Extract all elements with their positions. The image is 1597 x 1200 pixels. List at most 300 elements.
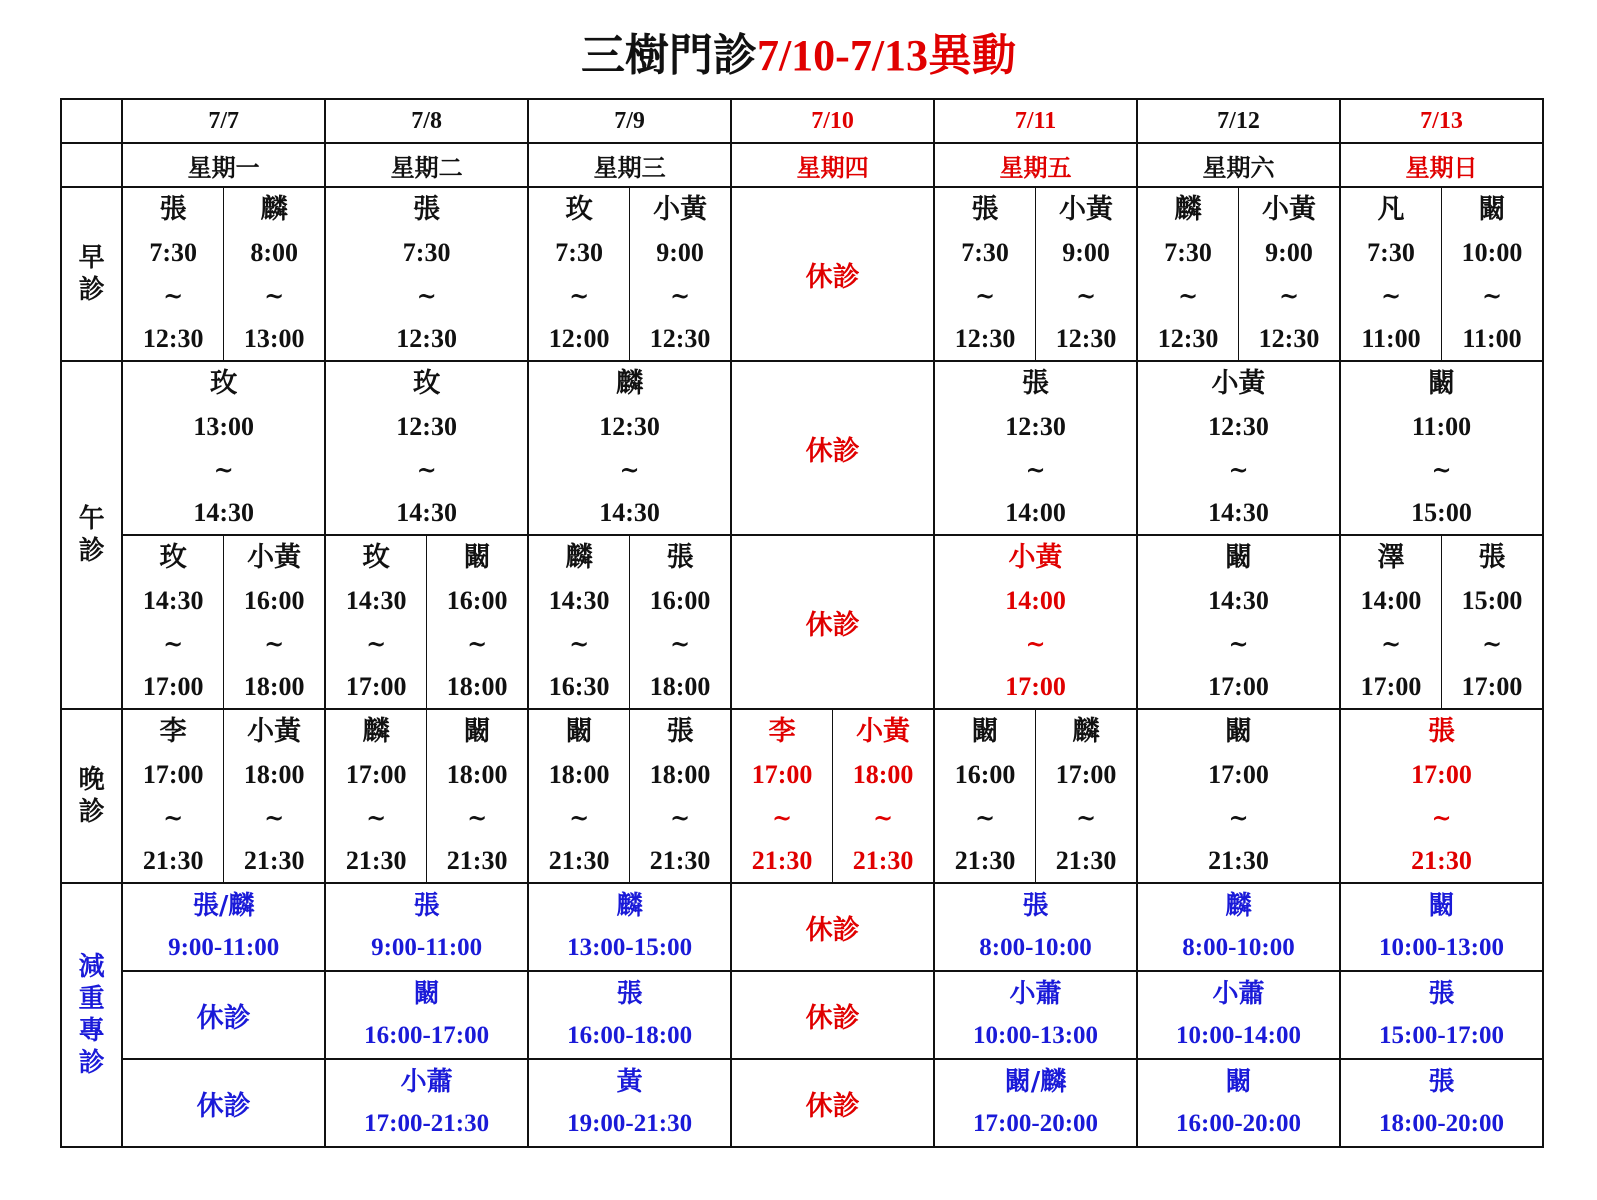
weight-shift bbox=[935, 973, 1136, 1057]
shift-group bbox=[326, 710, 527, 882]
doctor-shift bbox=[326, 536, 426, 708]
afternoon-slot bbox=[1137, 535, 1340, 709]
doctor-name: 張 bbox=[1022, 891, 1049, 921]
time-range: 10:00-13:00 bbox=[1379, 934, 1504, 961]
doctor-name: 麟 bbox=[616, 368, 644, 399]
evening-slot bbox=[325, 709, 528, 883]
date-cell: 7/10 bbox=[731, 99, 934, 143]
shift-group bbox=[529, 188, 730, 360]
doctor-shift bbox=[935, 362, 1136, 534]
doctor-shift bbox=[1441, 536, 1542, 708]
morning-slot bbox=[1137, 187, 1340, 361]
closed-label: 休診 bbox=[805, 261, 860, 293]
weight-slot bbox=[528, 971, 731, 1059]
title-highlight: 7/10-7/13異動 bbox=[756, 31, 1017, 80]
doctor-name: 張 bbox=[1428, 979, 1455, 1009]
end-time: 18:00 bbox=[649, 672, 711, 701]
doctor-name: 玫 bbox=[210, 368, 238, 399]
doctor-shift bbox=[123, 536, 223, 708]
morning-slot bbox=[731, 187, 934, 361]
doctor-name: 張 bbox=[1478, 542, 1506, 573]
start-time: 7:30 bbox=[1164, 238, 1212, 267]
shift-group bbox=[529, 710, 730, 882]
tilde-separator: ~ bbox=[467, 629, 488, 658]
start-time: 16:00 bbox=[649, 586, 711, 615]
shift-group bbox=[529, 536, 730, 708]
doctor-shift bbox=[1341, 536, 1441, 708]
weight-slot bbox=[325, 883, 528, 971]
tilde-separator: ~ bbox=[569, 803, 590, 832]
end-time: 17:00 bbox=[1208, 672, 1269, 701]
date-cell: 7/8 bbox=[325, 99, 528, 143]
afternoon-slot bbox=[1340, 361, 1543, 535]
start-time: 9:00 bbox=[1062, 238, 1110, 267]
shift-group bbox=[123, 362, 324, 534]
doctor-name: 闞 bbox=[1428, 891, 1455, 921]
afternoon-label bbox=[61, 361, 122, 709]
tilde-separator: ~ bbox=[163, 629, 184, 658]
doctor-name: 小黃 bbox=[1211, 368, 1266, 399]
weight-shift bbox=[1138, 1061, 1339, 1145]
weight-shift bbox=[1138, 973, 1339, 1057]
doctor-name: 小黃 bbox=[856, 716, 911, 747]
time-range: 18:00-20:00 bbox=[1379, 1110, 1504, 1137]
start-time: 17:00 bbox=[345, 760, 407, 789]
doctor-shift bbox=[326, 710, 426, 882]
weight-slot bbox=[934, 883, 1137, 971]
time-range: 10:00-13:00 bbox=[973, 1022, 1099, 1049]
start-time: 11:00 bbox=[1411, 412, 1472, 441]
doctor-shift bbox=[326, 362, 527, 534]
tilde-separator: ~ bbox=[163, 803, 184, 832]
doctor-shift bbox=[123, 710, 223, 882]
weekday-row bbox=[61, 143, 1543, 187]
afternoon-slot bbox=[122, 361, 325, 535]
closed-label: 休診 bbox=[805, 914, 860, 946]
end-time: 12:30 bbox=[1258, 324, 1320, 353]
time-range: 13:00-15:00 bbox=[567, 934, 693, 961]
start-time: 9:00 bbox=[656, 238, 704, 267]
start-time: 18:00 bbox=[243, 760, 305, 789]
weight-row-2 bbox=[61, 971, 1543, 1059]
weight-shift bbox=[326, 885, 527, 969]
corner-cell bbox=[61, 143, 122, 187]
shift-group bbox=[529, 362, 730, 534]
end-time: 21:30 bbox=[649, 846, 711, 875]
shift-group bbox=[123, 536, 324, 708]
doctor-shift bbox=[935, 710, 1035, 882]
end-time: 14:30 bbox=[599, 498, 660, 527]
doctor-name: 闞 bbox=[1225, 542, 1253, 573]
end-time: 12:30 bbox=[954, 324, 1016, 353]
time-range: 16:00-20:00 bbox=[1176, 1110, 1301, 1137]
time-range: 9:00-11:00 bbox=[371, 934, 483, 961]
start-time: 16:00 bbox=[446, 586, 508, 615]
morning-row bbox=[61, 187, 1543, 361]
doctor-name: 張 bbox=[666, 716, 694, 747]
doctor-name: 張/麟 bbox=[192, 891, 255, 921]
closed-label: 休診 bbox=[196, 1002, 251, 1034]
doctor-shift bbox=[529, 536, 629, 708]
tilde-separator: ~ bbox=[975, 803, 996, 832]
shift-group bbox=[1341, 362, 1542, 534]
start-time: 17:00 bbox=[751, 760, 813, 789]
doctor-name: 小黃 bbox=[653, 194, 708, 225]
section-label-text: 晚診 bbox=[78, 765, 105, 827]
doctor-name: 麟 bbox=[1174, 194, 1202, 225]
section-label-text: 減重專診 bbox=[78, 952, 105, 1078]
evening-row bbox=[61, 709, 1543, 883]
doctor-shift bbox=[629, 710, 730, 882]
afternoon-slot bbox=[325, 535, 528, 709]
evening-slot bbox=[1137, 709, 1340, 883]
doctor-name: 小黃 bbox=[247, 542, 302, 573]
tilde-separator: ~ bbox=[264, 803, 285, 832]
doctor-name: 小黃 bbox=[1008, 542, 1063, 573]
end-time: 11:00 bbox=[1361, 324, 1421, 353]
time-range: 19:00-21:30 bbox=[567, 1110, 693, 1137]
end-time: 21:30 bbox=[1055, 846, 1117, 875]
doctor-name: 闞 bbox=[565, 716, 593, 747]
weight-row-3 bbox=[61, 1059, 1543, 1147]
tilde-separator: ~ bbox=[1025, 629, 1046, 658]
start-time: 13:00 bbox=[193, 412, 254, 441]
doctor-shift bbox=[123, 362, 324, 534]
weight-shift bbox=[529, 1061, 730, 1145]
closed-label: 休診 bbox=[805, 609, 860, 641]
weight-shift bbox=[1341, 1061, 1542, 1145]
doctor-name: 麟 bbox=[616, 891, 643, 921]
end-time: 16:30 bbox=[548, 672, 610, 701]
start-time: 7:30 bbox=[555, 238, 603, 267]
doctor-shift bbox=[1138, 710, 1339, 882]
tilde-separator: ~ bbox=[619, 455, 640, 484]
shift-group bbox=[1138, 536, 1339, 708]
shift-group bbox=[123, 188, 324, 360]
doctor-name: 張 bbox=[413, 891, 440, 921]
doctor-name: 張 bbox=[616, 979, 643, 1009]
closed-label: 休診 bbox=[805, 1002, 860, 1034]
morning-slot bbox=[528, 187, 731, 361]
start-time: 15:00 bbox=[1461, 586, 1523, 615]
afternoon-slot bbox=[1137, 361, 1340, 535]
end-time: 21:30 bbox=[345, 846, 407, 875]
closed-label: 休診 bbox=[805, 1090, 860, 1122]
start-time: 14:30 bbox=[1208, 586, 1269, 615]
weekday-cell: 星期五 bbox=[934, 143, 1137, 187]
end-time: 14:00 bbox=[1005, 498, 1066, 527]
doctor-name: 玫 bbox=[362, 542, 390, 573]
doctor-shift bbox=[529, 710, 629, 882]
start-time: 12:30 bbox=[1208, 412, 1269, 441]
page-title bbox=[0, 28, 1597, 84]
end-time: 18:00 bbox=[243, 672, 305, 701]
doctor-name: 麟 bbox=[362, 716, 390, 747]
doctor-name: 麟 bbox=[1072, 716, 1100, 747]
doctor-shift bbox=[1341, 710, 1542, 882]
start-time: 12:30 bbox=[396, 412, 457, 441]
date-cell: 7/12 bbox=[1137, 99, 1340, 143]
afternoon-slot bbox=[528, 535, 731, 709]
evening-slot bbox=[528, 709, 731, 883]
start-time: 18:00 bbox=[852, 760, 914, 789]
morning-slot bbox=[325, 187, 528, 361]
weight-shift bbox=[326, 973, 527, 1057]
afternoon-slot bbox=[122, 535, 325, 709]
tilde-separator: ~ bbox=[1228, 629, 1249, 658]
schedule-table bbox=[60, 98, 1544, 1148]
end-time: 15:00 bbox=[1411, 498, 1472, 527]
start-time: 7:30 bbox=[961, 238, 1009, 267]
end-time: 12:30 bbox=[396, 324, 457, 353]
end-time: 21:30 bbox=[954, 846, 1016, 875]
start-time: 14:30 bbox=[142, 586, 204, 615]
doctor-name: 澤 bbox=[1377, 542, 1405, 573]
end-time: 14:30 bbox=[396, 498, 457, 527]
doctor-name: 李 bbox=[768, 716, 796, 747]
morning-slot bbox=[1340, 187, 1543, 361]
doctor-shift bbox=[123, 188, 223, 360]
end-time: 17:00 bbox=[345, 672, 407, 701]
doctor-name: 闞 bbox=[971, 716, 999, 747]
weight-slot bbox=[325, 971, 528, 1059]
end-time: 12:00 bbox=[548, 324, 610, 353]
weight-row-1 bbox=[61, 883, 1543, 971]
doctor-shift bbox=[832, 710, 933, 882]
time-range: 10:00-14:00 bbox=[1176, 1022, 1301, 1049]
start-time: 14:30 bbox=[345, 586, 407, 615]
weight-shift bbox=[1341, 973, 1542, 1057]
doctor-shift bbox=[529, 362, 730, 534]
afternoon-slot bbox=[934, 535, 1137, 709]
weekday-cell: 星期六 bbox=[1137, 143, 1340, 187]
doctor-shift bbox=[1138, 362, 1339, 534]
weekday-cell: 星期四 bbox=[731, 143, 934, 187]
doctor-name: 麟 bbox=[260, 194, 288, 225]
shift-group bbox=[1138, 710, 1339, 882]
end-time: 21:30 bbox=[852, 846, 914, 875]
tilde-separator: ~ bbox=[1380, 629, 1402, 658]
doctor-name: 張 bbox=[159, 194, 187, 225]
date-cell: 7/13 bbox=[1340, 99, 1543, 143]
shift-group bbox=[1138, 188, 1339, 360]
end-time: 21:30 bbox=[1411, 846, 1472, 875]
doctor-name: 玫 bbox=[413, 368, 441, 399]
weight-shift bbox=[326, 1061, 527, 1145]
start-time: 18:00 bbox=[548, 760, 610, 789]
weight-slot bbox=[731, 971, 934, 1059]
doctor-shift bbox=[426, 536, 527, 708]
doctor-shift bbox=[935, 188, 1035, 360]
tilde-separator: ~ bbox=[1228, 455, 1249, 484]
end-time: 14:30 bbox=[193, 498, 254, 527]
doctor-name: 小黃 bbox=[1059, 194, 1114, 225]
start-time: 14:30 bbox=[548, 586, 610, 615]
tilde-separator: ~ bbox=[670, 803, 691, 832]
start-time: 9:00 bbox=[1265, 238, 1313, 267]
start-time: 7:30 bbox=[402, 238, 451, 267]
weekday-cell: 星期二 bbox=[325, 143, 528, 187]
weight-slot bbox=[122, 883, 325, 971]
doctor-name: 麟 bbox=[565, 542, 593, 573]
doctor-name: 張 bbox=[1428, 1067, 1455, 1097]
tilde-separator: ~ bbox=[772, 803, 793, 832]
end-time: 12:30 bbox=[1055, 324, 1117, 353]
end-time: 21:30 bbox=[1208, 846, 1269, 875]
start-time: 8:00 bbox=[250, 238, 298, 267]
shift-group bbox=[326, 536, 527, 708]
shift-group bbox=[326, 362, 527, 534]
doctor-name: 李 bbox=[159, 716, 187, 747]
afternoon-row-2 bbox=[61, 535, 1543, 709]
weight-slot bbox=[325, 1059, 528, 1147]
evening-slot bbox=[934, 709, 1137, 883]
shift-group bbox=[1341, 536, 1542, 708]
tilde-separator: ~ bbox=[1025, 455, 1046, 484]
afternoon-slot bbox=[1340, 535, 1543, 709]
weight-slot bbox=[528, 1059, 731, 1147]
tilde-separator: ~ bbox=[1431, 803, 1452, 832]
afternoon-slot bbox=[731, 535, 934, 709]
weight-slot bbox=[122, 971, 325, 1059]
time-range: 9:00-11:00 bbox=[168, 934, 280, 961]
doctor-shift bbox=[629, 536, 730, 708]
evening-slot bbox=[122, 709, 325, 883]
shift-group bbox=[326, 188, 527, 360]
doctor-shift bbox=[1341, 188, 1441, 360]
tilde-separator: ~ bbox=[1228, 803, 1249, 832]
evening-slot bbox=[731, 709, 934, 883]
weight-clinic-label bbox=[61, 883, 122, 1147]
shift-group bbox=[935, 188, 1136, 360]
weekday-cell: 星期一 bbox=[122, 143, 325, 187]
weight-shift bbox=[1341, 885, 1542, 969]
shift-group bbox=[123, 710, 324, 882]
afternoon-slot bbox=[528, 361, 731, 535]
afternoon-row-1 bbox=[61, 361, 1543, 535]
weight-slot bbox=[122, 1059, 325, 1147]
tilde-separator: ~ bbox=[467, 803, 488, 832]
start-time: 17:00 bbox=[1411, 760, 1472, 789]
doctor-shift bbox=[629, 188, 730, 360]
doctor-name: 闞 bbox=[1478, 194, 1506, 225]
section-label-text: 早診 bbox=[78, 243, 105, 305]
weight-slot bbox=[1137, 971, 1340, 1059]
weight-slot bbox=[934, 1059, 1137, 1147]
end-time: 12:30 bbox=[1157, 324, 1219, 353]
afternoon-slot bbox=[731, 361, 934, 535]
doctor-name: 玫 bbox=[565, 194, 593, 225]
start-time: 18:00 bbox=[649, 760, 711, 789]
tilde-separator: ~ bbox=[213, 455, 234, 484]
start-time: 7:30 bbox=[1367, 238, 1415, 267]
tilde-separator: ~ bbox=[1075, 281, 1097, 310]
start-time: 18:00 bbox=[446, 760, 508, 789]
shift-group bbox=[935, 536, 1136, 708]
corner-cell bbox=[61, 99, 122, 143]
time-range: 17:00-20:00 bbox=[973, 1110, 1099, 1137]
doctor-shift bbox=[1035, 710, 1136, 882]
weekday-cell: 星期三 bbox=[528, 143, 731, 187]
tilde-separator: ~ bbox=[416, 281, 437, 310]
weight-shift bbox=[935, 885, 1136, 969]
date-row bbox=[61, 99, 1543, 143]
weight-slot bbox=[1340, 971, 1543, 1059]
shift-group bbox=[935, 710, 1136, 882]
afternoon-slot bbox=[934, 361, 1137, 535]
doctor-shift bbox=[326, 188, 527, 360]
doctor-name: 張 bbox=[413, 194, 441, 225]
closed-label: 休診 bbox=[805, 435, 860, 467]
section-label-text: 午診 bbox=[78, 504, 105, 566]
weight-shift bbox=[123, 885, 324, 969]
end-time: 17:00 bbox=[1461, 672, 1523, 701]
shift-group bbox=[1341, 188, 1542, 360]
end-time: 21:30 bbox=[548, 846, 610, 875]
doctor-shift bbox=[529, 188, 629, 360]
end-time: 13:00 bbox=[243, 324, 305, 353]
end-time: 21:30 bbox=[446, 846, 508, 875]
title-prefix: 三樹門診 bbox=[580, 30, 757, 81]
tilde-separator: ~ bbox=[366, 803, 387, 832]
weight-shift bbox=[529, 973, 730, 1057]
doctor-shift bbox=[935, 536, 1136, 708]
end-time: 14:30 bbox=[1208, 498, 1269, 527]
end-time: 17:00 bbox=[1005, 672, 1066, 701]
weight-slot bbox=[1137, 883, 1340, 971]
doctor-name: 玫 bbox=[159, 542, 187, 573]
doctor-name: 黃 bbox=[616, 1067, 643, 1097]
weight-slot bbox=[1340, 1059, 1543, 1147]
time-range: 8:00-10:00 bbox=[979, 934, 1092, 961]
closed-label: 休診 bbox=[196, 1090, 251, 1122]
doctor-name: 小蕭 bbox=[400, 1067, 453, 1097]
start-time: 10:00 bbox=[1461, 238, 1523, 267]
end-time: 11:00 bbox=[1462, 324, 1522, 353]
date-cell: 7/7 bbox=[122, 99, 325, 143]
doctor-name: 小黃 bbox=[1262, 194, 1316, 225]
tilde-separator: ~ bbox=[1177, 281, 1199, 310]
weight-shift bbox=[529, 885, 730, 969]
tilde-separator: ~ bbox=[163, 281, 184, 310]
start-time: 16:00 bbox=[954, 760, 1016, 789]
tilde-separator: ~ bbox=[873, 803, 894, 832]
evening-label bbox=[61, 709, 122, 883]
tilde-separator: ~ bbox=[1431, 455, 1452, 484]
start-time: 17:00 bbox=[142, 760, 204, 789]
start-time: 12:30 bbox=[1005, 412, 1066, 441]
tilde-separator: ~ bbox=[1481, 281, 1503, 310]
morning-label bbox=[61, 187, 122, 361]
doctor-shift bbox=[223, 710, 324, 882]
time-range: 8:00-10:00 bbox=[1182, 934, 1295, 961]
start-time: 14:00 bbox=[1005, 586, 1066, 615]
weight-shift bbox=[935, 1061, 1136, 1145]
tilde-separator: ~ bbox=[670, 281, 691, 310]
end-time: 21:30 bbox=[751, 846, 813, 875]
afternoon-slot bbox=[325, 361, 528, 535]
doctor-name: 張 bbox=[1022, 368, 1050, 399]
doctor-name: 小蕭 bbox=[1009, 979, 1062, 1009]
time-range: 15:00-17:00 bbox=[1379, 1022, 1504, 1049]
tilde-separator: ~ bbox=[1075, 803, 1097, 832]
tilde-separator: ~ bbox=[366, 629, 387, 658]
doctor-name: 張 bbox=[1428, 716, 1455, 747]
tilde-separator: ~ bbox=[975, 281, 996, 310]
weight-slot bbox=[934, 971, 1137, 1059]
doctor-name: 張 bbox=[971, 194, 999, 225]
morning-slot bbox=[122, 187, 325, 361]
